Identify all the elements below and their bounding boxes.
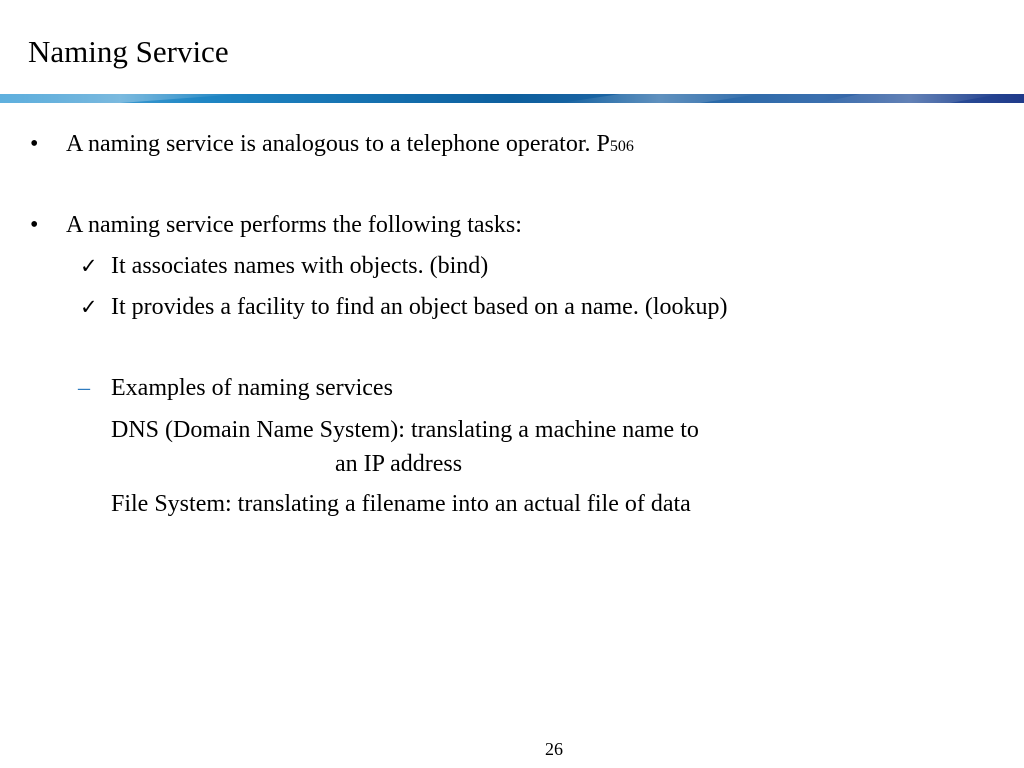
bullet-analogy (66, 130, 634, 161)
slide-title: Naming Service (28, 34, 229, 69)
dash-marker: – (78, 375, 90, 401)
bullet-tasks-heading: A naming service performs the following tasks: (66, 212, 522, 238)
example-file-system: File System: translating a filename into an actual file of data (111, 491, 691, 517)
bullet-marker: • (30, 131, 39, 157)
page-number: 26 (545, 739, 563, 759)
example-dns-line1: DNS (Domain Name System): translating a machine name to (111, 417, 699, 443)
checkmark-icon: ✓ (80, 254, 98, 278)
bullet-marker: • (30, 212, 39, 238)
task-bind: It associates names with objects. (bind) (111, 253, 489, 279)
bullet-analogy-text: A naming service is analogous to a telephone operator. P (66, 131, 610, 157)
example-dns-line2: an IP address (335, 451, 463, 477)
page-reference: 506 (609, 138, 634, 155)
title-divider-bar (0, 94, 1024, 103)
examples-heading: Examples of naming services (111, 375, 393, 401)
task-lookup: It provides a facility to find an object based on a name. (lookup) (111, 294, 728, 320)
checkmark-icon: ✓ (80, 295, 98, 319)
